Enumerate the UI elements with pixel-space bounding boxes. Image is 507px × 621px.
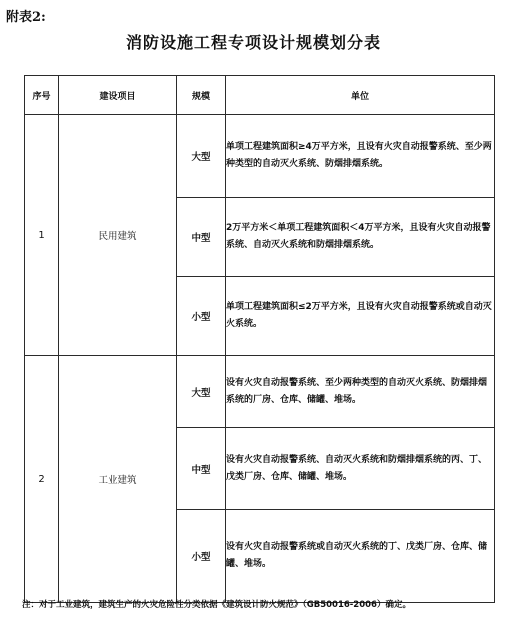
scale-cell: 中型: [177, 428, 226, 510]
unit-description-cell: 设有火灾自动报警系统或自动灭火系统的丁、戊类厂房、仓库、储罐、堆场。: [226, 510, 495, 603]
unit-description-cell: 单项工程建筑面积≤2万平方米，且设有火灾自动报警系统或自动灭火系统。: [226, 277, 495, 356]
scale-cell: 中型: [177, 198, 226, 277]
header-project: 建设项目: [59, 76, 177, 115]
scale-cell: 大型: [177, 356, 226, 428]
design-scale-table: [24, 75, 495, 603]
scale-cell: 大型: [177, 115, 226, 198]
page-title: 消防设施工程专项设计规模划分表: [125, 33, 381, 52]
project-cell: 工业建筑: [59, 356, 177, 603]
seq-cell: 2: [25, 356, 59, 603]
scale-cell: 小型: [177, 277, 226, 356]
table-header-row: [25, 76, 495, 115]
header-unit: 单位: [226, 76, 495, 115]
project-cell: 民用建筑: [59, 115, 177, 356]
unit-description-cell: 单项工程建筑面积≥4万平方米，且设有火灾自动报警系统、至少两种类型的自动灭火系统、防烟排烟系统。: [226, 115, 495, 198]
header-scale: 规模: [177, 76, 226, 115]
seq-cell: 1: [25, 115, 59, 356]
unit-description-cell: 设有火灾自动报警系统、至少两种类型的自动灭火系统、防烟排烟系统的厂房、仓库、储罐、堆场。: [226, 356, 495, 428]
table-row: [25, 115, 495, 198]
unit-description-cell: 设有火灾自动报警系统、自动灭火系统和防烟排烟系统的丙、丁、戊类厂房、仓库、储罐、堆场。: [226, 428, 495, 510]
unit-description-cell: 2万平方米＜单项工程建筑面积＜4万平方米，且设有火灾自动报警系统、自动灭火系统和防烟排烟系统。: [226, 198, 495, 277]
scale-cell: 小型: [177, 510, 226, 603]
table-row: [25, 356, 495, 428]
appendix-label: 附表2:: [6, 10, 46, 25]
footnote: 注：对于工业建筑，建筑生产的火灾危险性分类依据《建筑设计防火规范》（GB50016-2006）确定。: [22, 600, 411, 610]
header-seq: 序号: [25, 76, 59, 115]
